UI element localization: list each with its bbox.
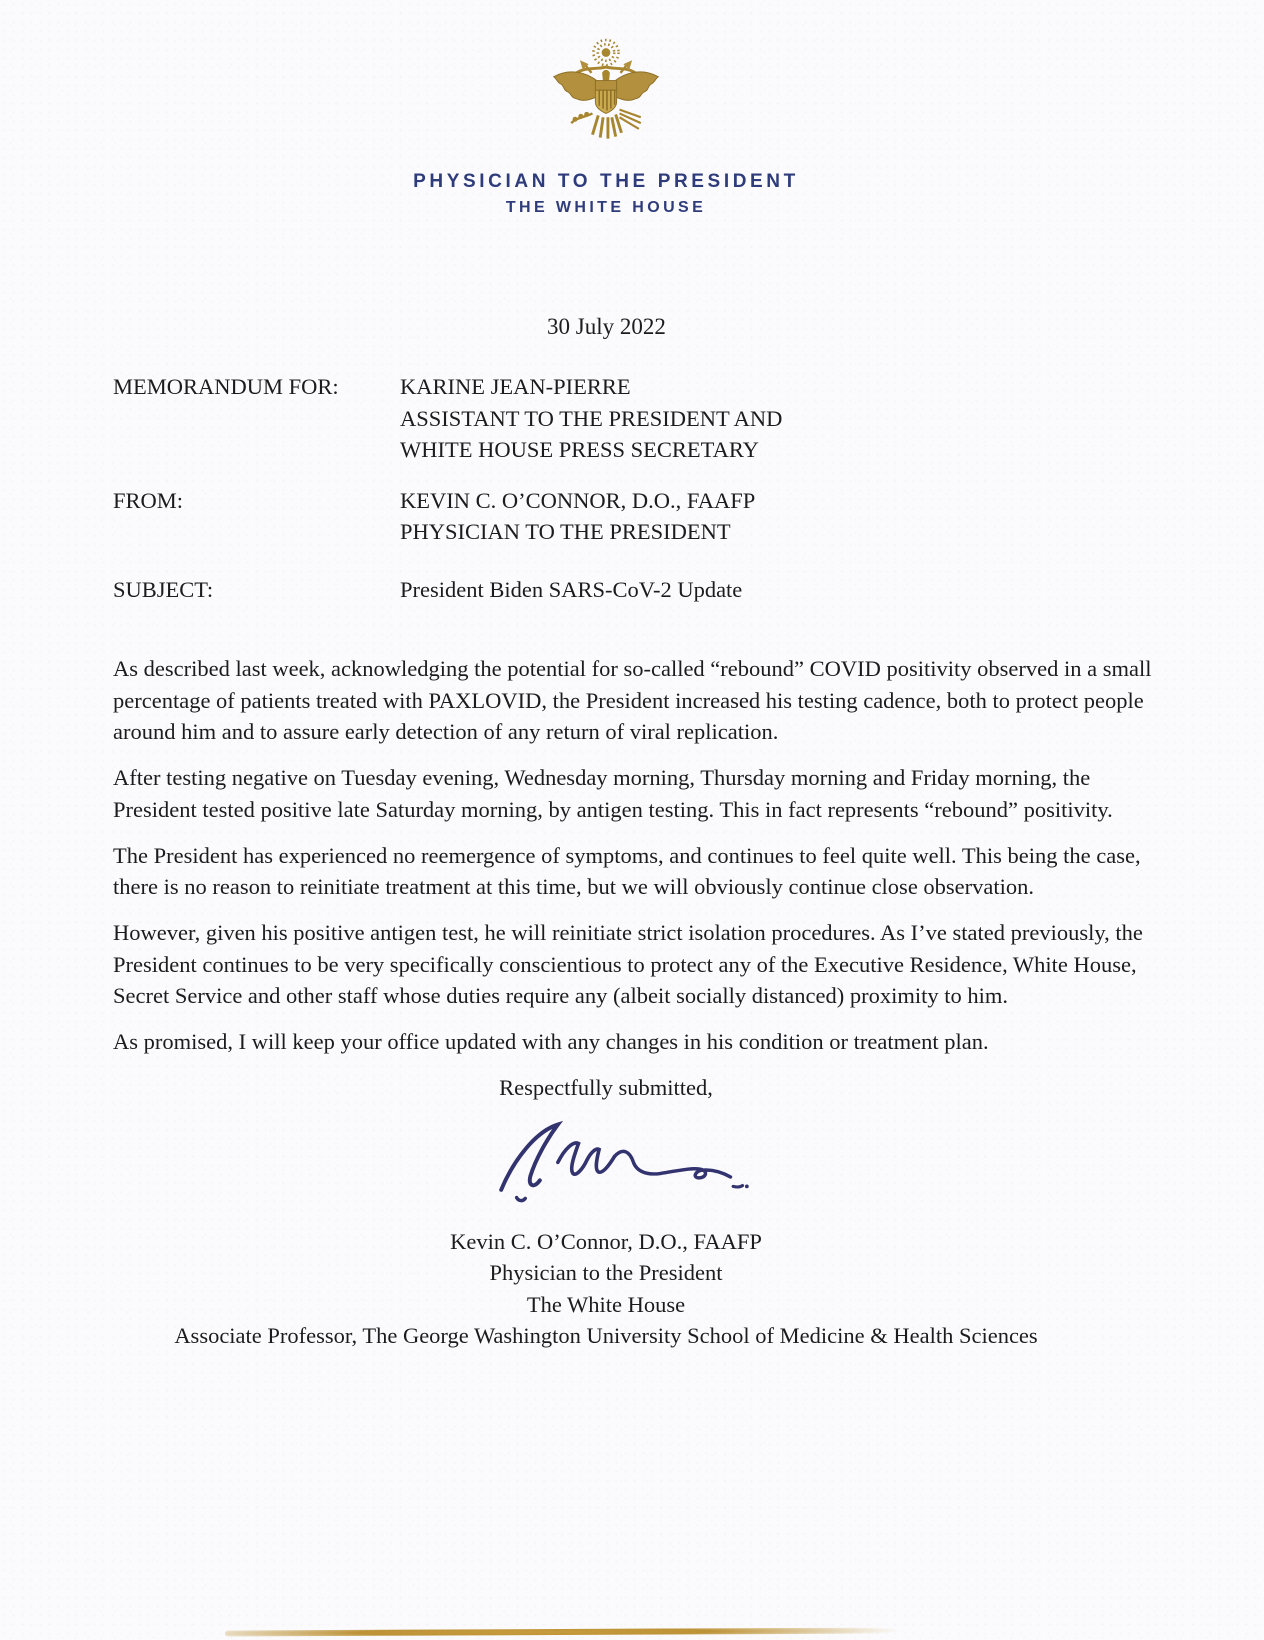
body-paragraph: After testing negative on Tuesday evening, Wednesday morning, Thursday morning and Friday morning, the President tested positive late Saturday morning, by antigen testing. This in fact represents “rebound” positivity.	[113, 765, 1113, 822]
memo-from-line: PHYSICIAN TO THE PRESIDENT	[400, 519, 731, 544]
memo-field-for	[113, 371, 1153, 466]
handwritten-signature	[484, 1114, 752, 1209]
memo-header-block	[113, 371, 1153, 605]
memo-field-from	[113, 485, 1153, 548]
letterhead-title: PHYSICIAN TO THE PRESIDENT	[413, 171, 799, 192]
salutation: Respectfully submitted,	[499, 1075, 713, 1100]
memo-date: 30 July 2022	[547, 314, 666, 339]
memo-for-line: KARINE JEAN-PIERRE	[400, 374, 631, 399]
signer-title: Physician to the President	[489, 1260, 723, 1285]
letterhead	[86, 0, 1126, 217]
memo-subject-line: President Biden SARS-CoV-2 Update	[400, 576, 743, 602]
signer-name: Kevin C. O’Connor, D.O., FAAFP	[450, 1228, 762, 1254]
body-paragraph: As promised, I will keep your office updated with any changes in his condition or treatment plan.	[113, 1029, 989, 1054]
memo-field-subject	[113, 574, 1153, 606]
presidential-eagle-seal-icon	[548, 34, 664, 160]
memo-for-label: MEMORANDUM FOR:	[113, 374, 339, 399]
body-paragraph: However, given his positive antigen test, he will reinitiate strict isolation procedures. As I’ve stated previously, the President continues to be very specifically conscientious to protect any of the Executive Residence, White House, Secret Service and other staff whose duties require any (albeit socially distanced) proximity to him.	[113, 920, 1143, 1008]
letterhead-subtitle: THE WHITE HOUSE	[505, 199, 707, 216]
body-paragraph: As described last week, acknowledging the potential for so-called “rebound” COVID positivity observed in a small percentage of patients treated with PAXLOVID, the President increased his testing cadence, both to protect people around him and to assure early detection of any return of viral replication.	[113, 656, 1152, 744]
signer-block	[86, 1226, 1126, 1352]
memo-body	[113, 653, 1153, 1058]
closing-block	[86, 1072, 1126, 1352]
memo-from-label: FROM:	[113, 487, 184, 513]
memo-subject-label: SUBJECT:	[113, 576, 214, 602]
memo-for-line: WHITE HOUSE PRESS SECRETARY	[400, 437, 759, 462]
memo-for-line: ASSISTANT TO THE PRESIDENT AND	[400, 405, 783, 431]
body-paragraph: The President has experienced no reemergence of symptoms, and continues to feel quite well. This being the case, there is no reason to reinitiate treatment at this time, but we will obviously continue close observation.	[113, 842, 1141, 899]
signer-organization: The White House	[526, 1291, 686, 1317]
memo-from-line: KEVIN C. O’CONNOR, D.O., FAAFP	[400, 487, 756, 513]
signer-affiliation: Associate Professor, The George Washington University School of Medicine & Health Sciences	[174, 1323, 1038, 1348]
page-edge-gold-artifact	[225, 1628, 897, 1637]
